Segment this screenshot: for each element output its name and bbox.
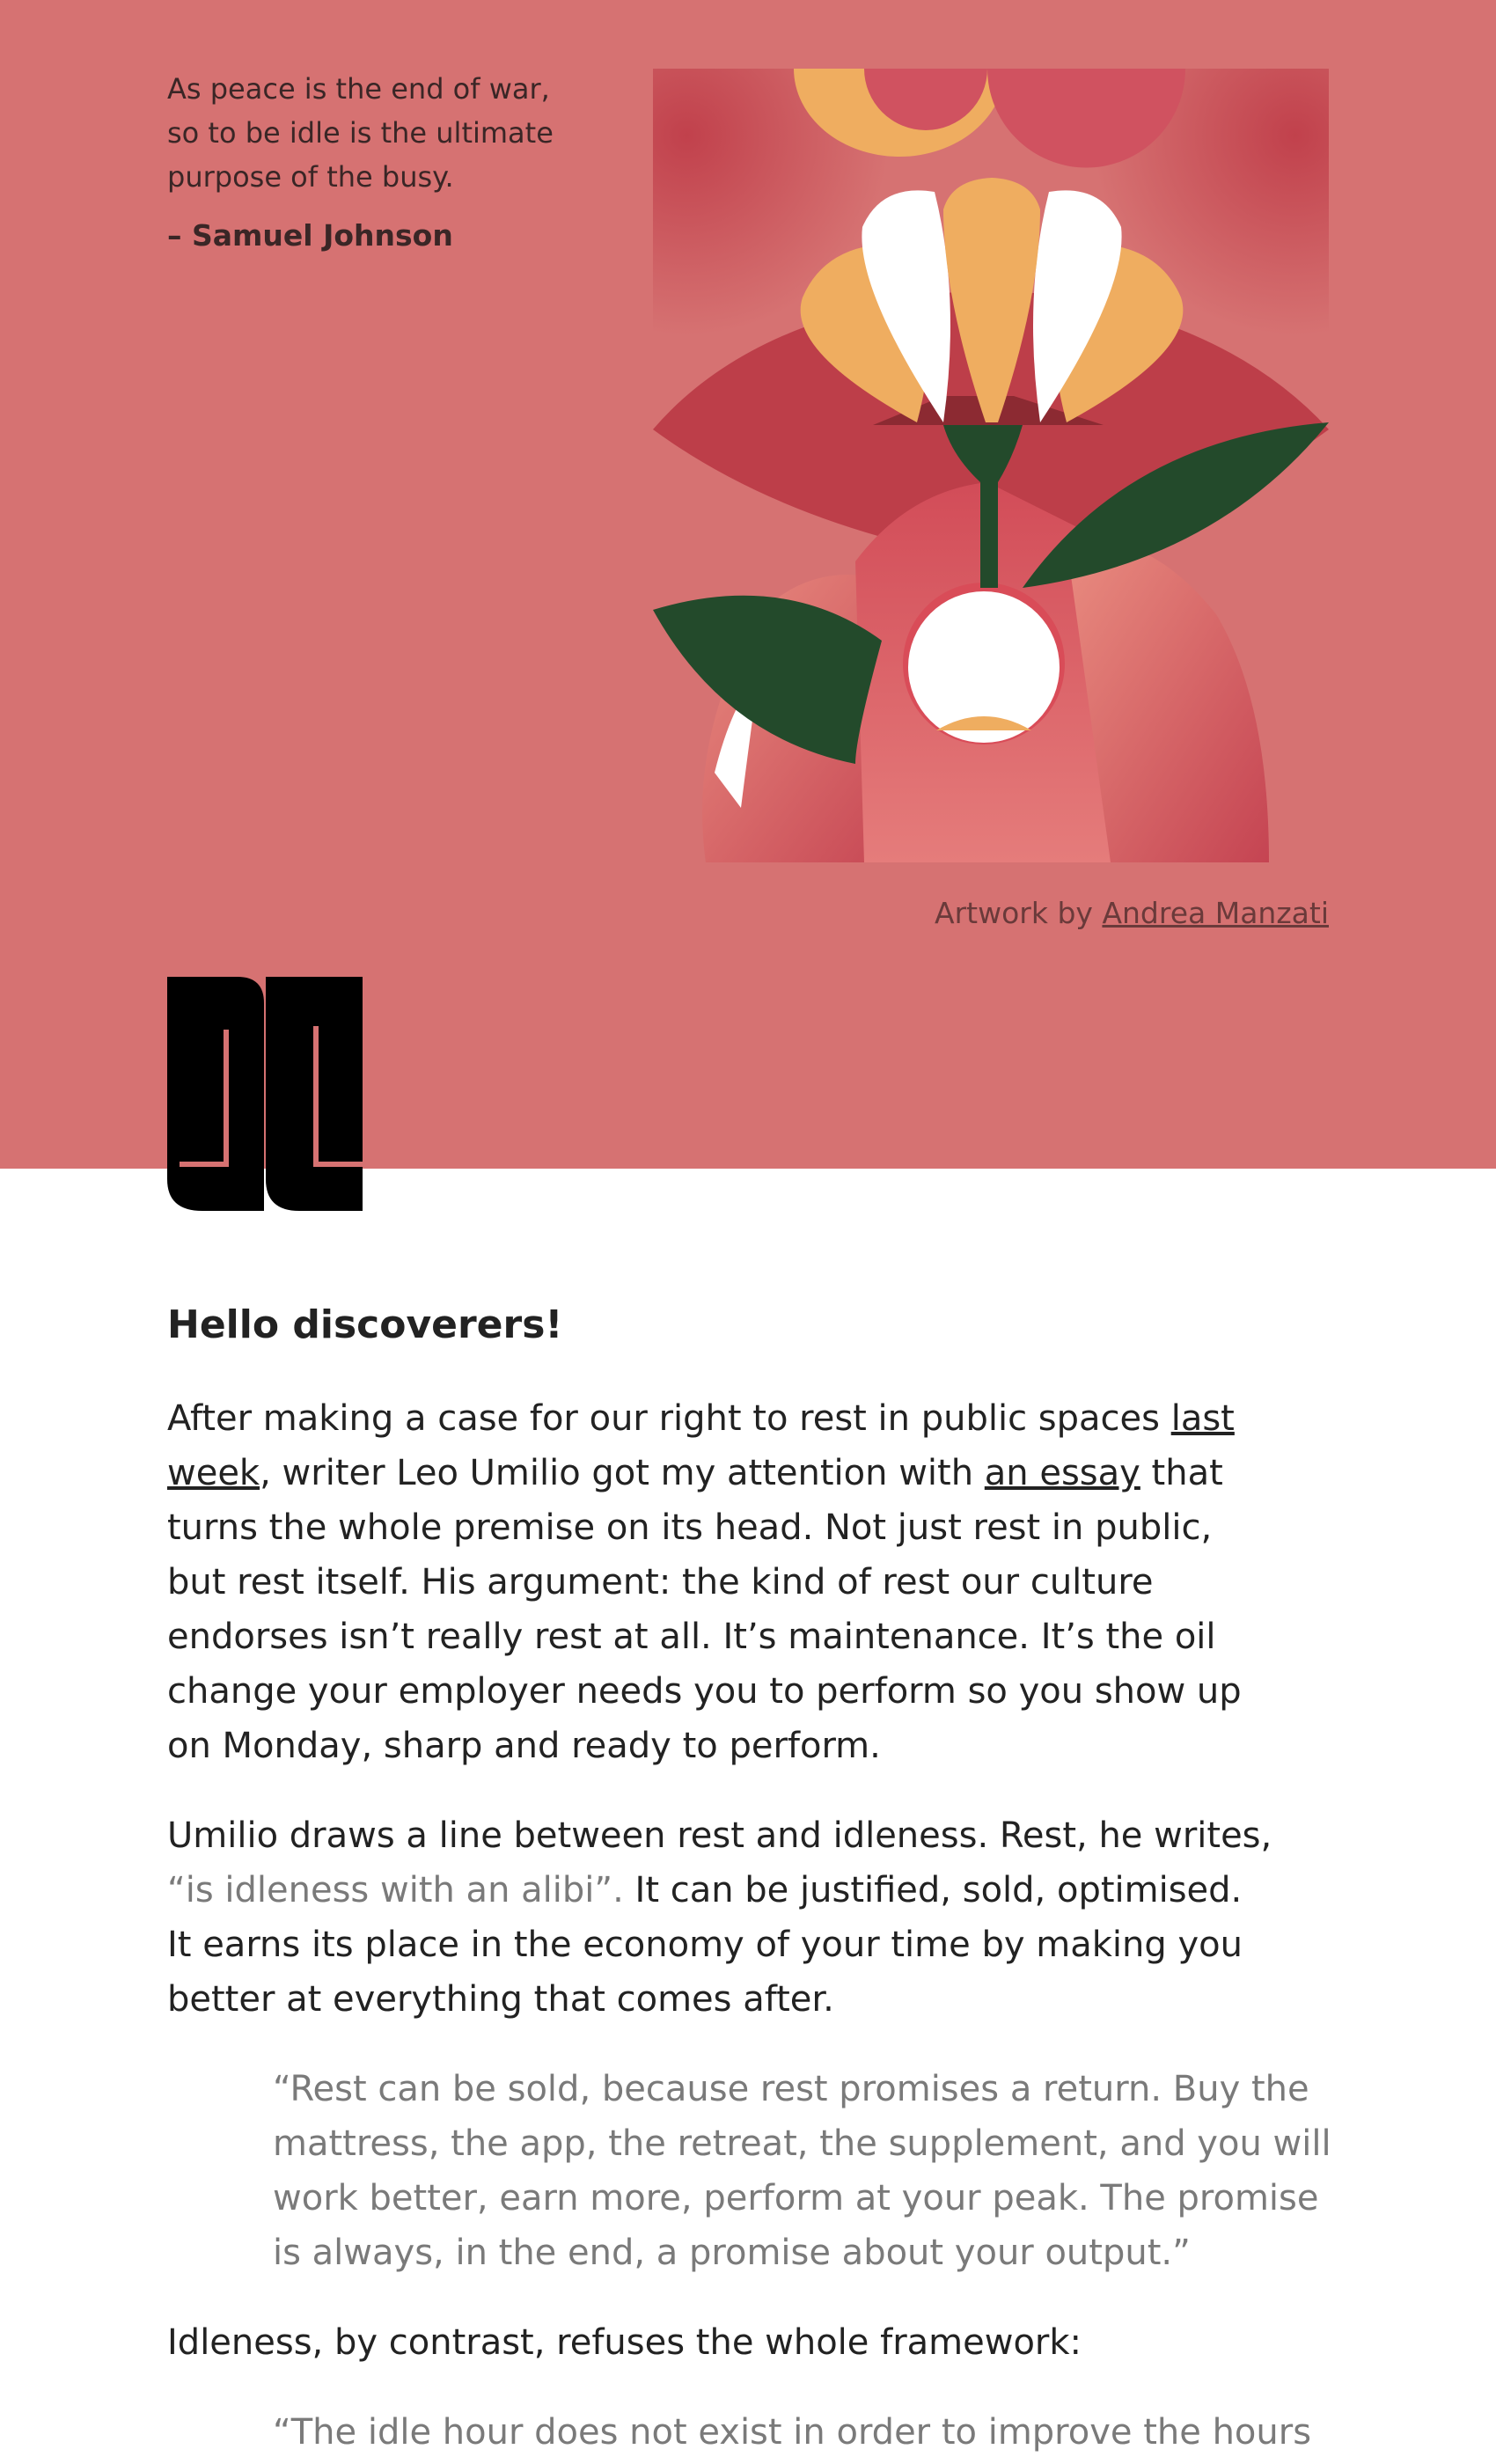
paragraph-1-text-c: that turns the whole premise on its head. Not just rest in public, but rest itself. His argument: the kind of rest our culture endorses isn’t really rest at all. It’s maintenance. It’s the oil change your employer needs you to perform so you show up on Monday, sharp and ready to perform. [167,1453,1242,1766]
epigraph [167,67,581,253]
greeting-heading: Hello discoverers! [167,1302,563,1347]
epigraph-text: As peace is the end of war, so to be idle is the ultimate purpose of the busy. [167,72,554,194]
paragraph-1-text-b: , writer Leo Umilio got my attention with [260,1453,985,1493]
blockquote-2: “The idle hour does not exist in order to improve the hours [273,2412,1312,2453]
paragraph-1-text-a: After making a case for our right to rest in public spaces [167,1398,1171,1439]
newsletter-body [167,1302,1346,2464]
paragraph-2-text-a: Umilio draws a line between rest and idleness. Rest, he writes, [167,1815,1272,1856]
last-week-link[interactable]: last week [167,1398,1235,1493]
inline-quote: “is idleness with an alibi”. [167,1870,624,1910]
essay-link[interactable]: an essay [984,1453,1140,1493]
blockquote-1: “Rest can be sold, because rest promises a return. Buy the mattress, the app, the retreat, the supplement, and you will work better, earn more, perform at your peak. The promise is always, in the end, a promise about your output.” [273,2069,1331,2273]
paragraph-2-text-b: It can be justified, sold, optimised. It earns its place in the economy of your time by making you better at everything that comes after. [167,1870,1243,2020]
flower-illustration [653,69,1329,862]
paragraph-2 [167,1808,1276,2027]
epigraph-author: – Samuel Johnson [167,218,453,253]
paragraph-3: Idleness, by contrast, refuses the whole framework: [167,2322,1082,2363]
artwork-credit [935,896,1329,930]
credit-artist-link[interactable]: Andrea Manzati [1102,896,1329,930]
credit-prefix: Artwork by [935,896,1093,930]
paragraph-1 [167,1391,1276,1773]
brand-logo-mark [167,977,363,1211]
